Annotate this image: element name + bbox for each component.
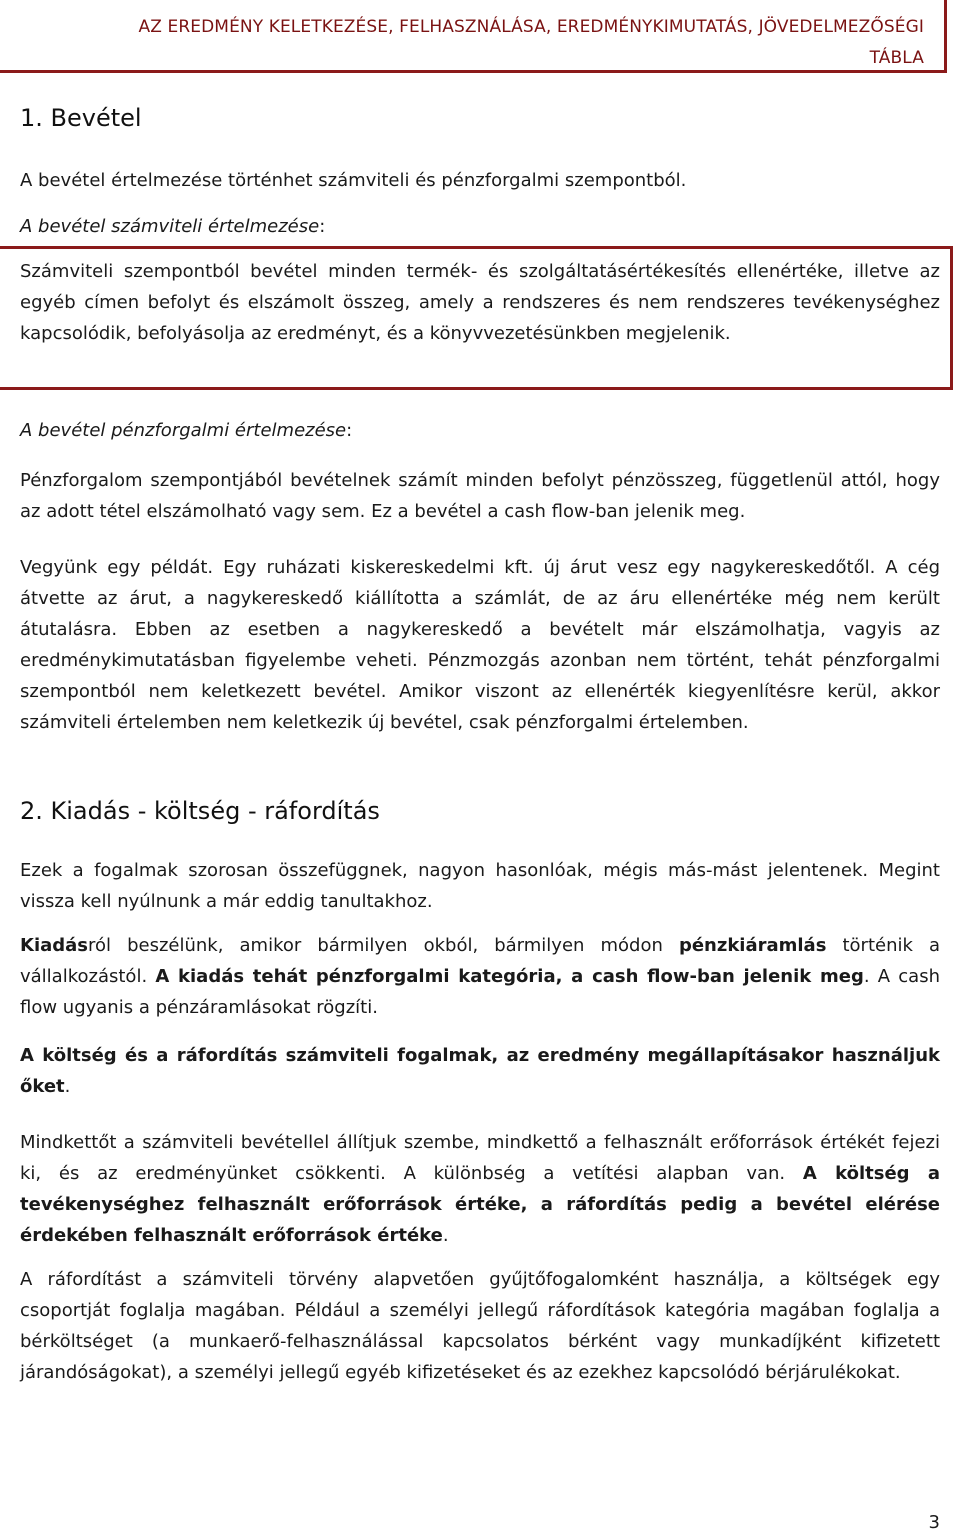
header-title xyxy=(24,12,924,74)
expenditure-key-statement: A kiadás tehát pénzforgalmi kategória, a cash flow-ban jelenik meg xyxy=(155,966,864,987)
cost-vs-expense-end: . xyxy=(442,1225,449,1246)
expenditure-text-1: ról beszélünk, amikor bármilyen okból, bármilyen módon xyxy=(88,935,679,956)
concepts-intro-paragraph: Ezek a fogalmak szorosan összefüggnek, nagyon hasonlóak, mégis más-mást jelentenek. Megint vissza kell nyúlnunk a már eddig tanultakhoz. xyxy=(20,860,940,912)
accounting-label-text: A bevétel számviteli értelmezése xyxy=(20,216,320,237)
section1-intro: A bevétel értelmezése történhet számviteli és pénzforgalmi szempontból. xyxy=(20,170,687,191)
expense-collective-paragraph: A ráfordítást a számviteli törvény alapvetően gyűjtőfogalomként használja, a költségek egy csoportját foglalja magában. Például a személyi jellegű ráfordítások kategória magában foglalja a bérköltséget (a munkaerő-felhasználással kapcsolatos bérként vagy munkadíjként kifizetett járandóságokat), a személyi jellegű egyéb kifizetéseket és az ezekhez kapcsolódó bérjárulékokat. xyxy=(20,1269,940,1383)
page-number: 3 xyxy=(928,1512,940,1533)
header-title-line1: AZ EREDMÉNY KELETKEZÉSE, FELHASZNÁLÁSA, EREDMÉNYKIMUTATÁS, JÖVEDELMEZŐSÉGI xyxy=(138,17,924,37)
expenditure-paragraph xyxy=(20,930,940,1023)
cost-vs-expense-paragraph xyxy=(20,1127,940,1251)
cash-definition-text: Pénzforgalom szempontjából bevételnek számít minden befolyt pénzösszeg, függetlenül attól, hogy az adott tétel elszámolható vagy sem. Ez a bevétel a cash flow-ban jelenik meg. xyxy=(20,470,940,522)
kiadas-term: Kiadás xyxy=(20,935,89,956)
cost-accounting-end: . xyxy=(64,1076,71,1097)
cost-vs-expense-definition: A költség a tevékenységhez felhasznált erőforrások értéke, a ráfordítás pedig a bevétel elérése érdekében felhasznált erőforrások értéke xyxy=(20,1163,940,1246)
expenditure-text-2: történik a vállalkozástól. xyxy=(20,935,940,987)
cost-vs-expense-text: Mindkettőt a számviteli bevétellel állítjuk szembe, mindkettő a felhasznált erőforrások értékét fejezi ki, és az eredményünket csökkenti. A különbség a vetítési alapban van. xyxy=(20,1132,940,1184)
cost-accounting-statement xyxy=(20,1040,940,1102)
cost-accounting-bold: A költség és a ráfordítás számviteli fogalmak, az eredmény megállapításakor használjuk őket xyxy=(20,1045,940,1097)
accounting-definition-label: A bevétel számviteli értelmezése: xyxy=(20,216,326,237)
expenditure-text-3: . A cash flow ugyanis a pénzáramlásokat rögzíti. xyxy=(20,966,940,1018)
section1-heading: 1. Bevétel xyxy=(20,104,142,132)
page-header xyxy=(0,0,947,73)
penzkiaramlas-term: pénzkiáramlás xyxy=(678,935,827,956)
section2-heading: 2. Kiadás - költség - ráfordítás xyxy=(20,797,380,825)
cash-label-text: A bevétel pénzforgalmi értelmezése xyxy=(20,420,347,441)
accounting-definition-text: Számviteli szempontból bevétel minden termék- és szolgáltatásértékesítés ellenértéke, illetve az egyéb címen befolyt és elszámolt összeg, amely a rendszeres és nem rendszeres tevékenységhez kapcsolódik, befolyásolja az eredményt, és a könyvvezetésünkben megjelenik. xyxy=(20,261,940,344)
cash-definition-label: A bevétel pénzforgalmi értelmezése: xyxy=(20,420,353,441)
example-paragraph: Vegyünk egy példát. Egy ruházati kiskereskedelmi kft. új árut vesz egy nagykereskedőtől. A cég átvette az árut, a nagykereskedő kiállította a számlát, de az áru ellenértéke még nem került átutalásra. Ebben az esetben a nagykereskedő a bevételt már elszámolhatja, vagyis az eredménykimutatásban figyelembe veheti. Pénzmozgás azonban nem történt, tehát pénzforgalmi szempontból nem keletkezett bevétel. Amikor viszont az ellenérték kiegyenlítésre kerül, akkor számviteli értelemben nem keletkezik új bevétel, csak pénzforgalmi értelemben. xyxy=(20,557,940,733)
header-title-line2: TÁBLA xyxy=(869,48,924,68)
